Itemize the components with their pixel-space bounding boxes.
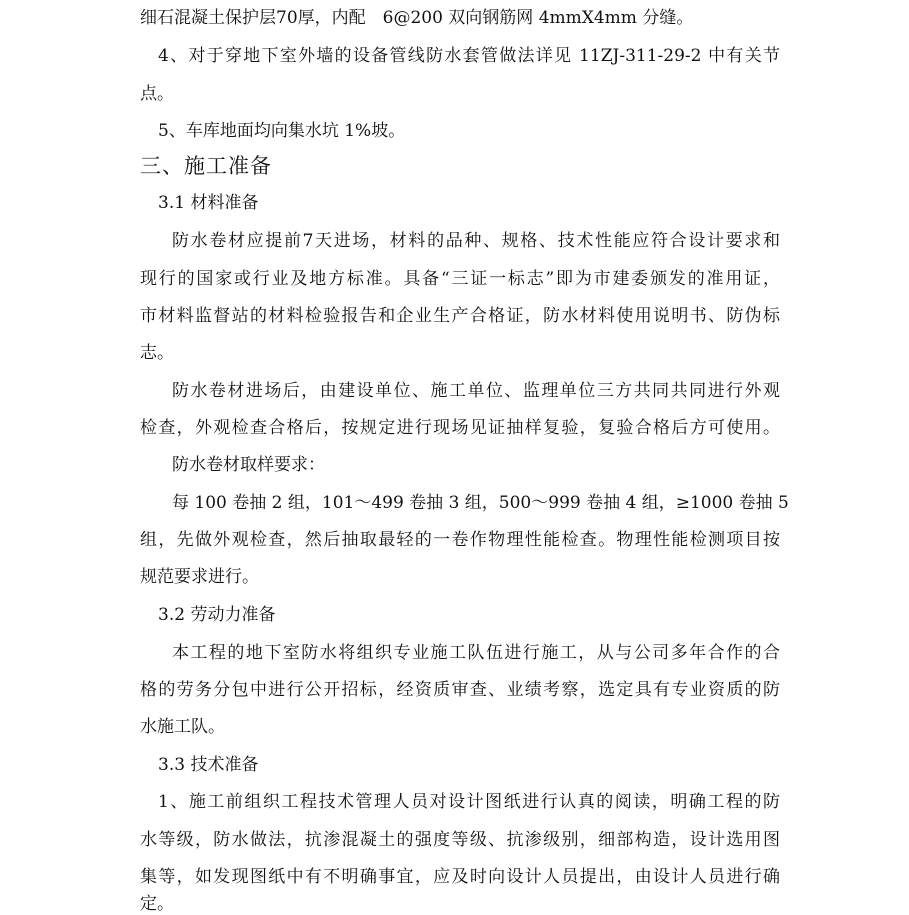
text-line: 细石混凝土保护层70厚，内配 6@200 双向钢筋网 4mmX4mm 分缝。: [140, 8, 694, 28]
text-line: 检查，外观检查合格后，按规定进行现场见证抽样复验，复验合格后方可使用。: [140, 418, 780, 438]
text-line: 规范要求进行。: [140, 567, 259, 587]
text-line: 现行的国家或行业及地方标准。具备“三证一标志”即为市建委颁发的准用证，: [140, 269, 780, 289]
text-line: 1、施工前组织工程技术管理人员对设计图纸进行认真的阅读，明确工程的防: [158, 792, 780, 812]
text-line: 定。: [140, 894, 174, 914]
subsection-heading: 3.1 材料准备: [158, 193, 259, 213]
text-line: 格的劳务分包中进行公开招标，经资质审查、业绩考察，选定具有专业资质的防: [140, 680, 780, 700]
text-line: 水等级，防水做法，抗渗混凝土的强度等级、抗渗级别，细部构造，设计选用图: [140, 830, 780, 850]
text-line: 5、车库地面均向集水坑 1%坡。: [158, 121, 406, 141]
text-line: 本工程的地下室防水将组织专业施工队伍进行施工，从与公司多年合作的合: [172, 643, 780, 663]
text-line: 水施工队。: [140, 717, 225, 737]
subsection-heading: 3.2 劳动力准备: [158, 605, 276, 625]
text-line: 4、对于穿地下室外墙的设备管线防水套管做法详见 11ZJ-311-29-2 中有关节: [158, 46, 780, 66]
text-line: 每 100 卷抽 2 组，101～499 卷抽 3 组，500～999 卷抽 4 组，≥1000 卷抽 5: [172, 493, 789, 513]
text-line: 防水卷材应提前7天进场，材料的品种、规格、技术性能应符合设计要求和: [172, 231, 780, 251]
section-heading: 三、施工准备: [140, 154, 272, 178]
text-line: 点。: [140, 84, 174, 104]
text-line: 市材料监督站的材料检验报告和企业生产合格证，防水材料使用说明书、防伪标: [140, 306, 780, 326]
text-line: 集等，如发现图纸中有不明确事宜，应及时向设计人员提出，由设计人员进行确: [140, 867, 780, 887]
subsection-heading: 3.3 技术准备: [158, 755, 259, 775]
text-line: 防水卷材进场后，由建设单位、施工单位、监理单位三方共同共同进行外观: [172, 381, 780, 401]
text-line: 防水卷材取样要求：: [172, 455, 325, 475]
text-line: 组，先做外观检查，然后抽取最轻的一卷作物理性能检查。物理性能检测项目按: [140, 530, 780, 550]
text-line: 志。: [140, 343, 174, 363]
